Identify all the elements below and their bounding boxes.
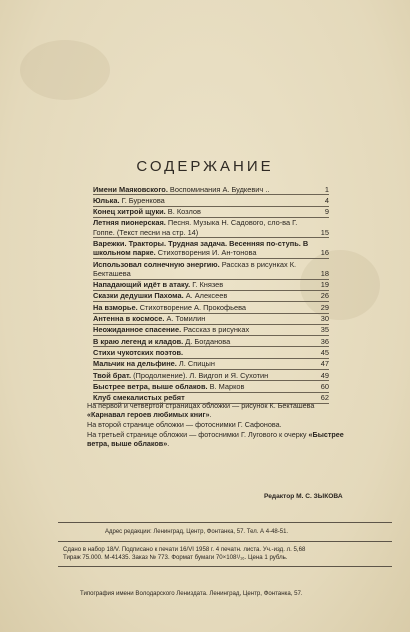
toc-entry-page: 60 (320, 381, 329, 391)
divider (58, 541, 392, 542)
toc-entry (93, 314, 329, 325)
toc-entry (93, 336, 329, 347)
toc-entry-author: Л. Спицын (176, 359, 215, 369)
toc-entry-page: 15 (320, 227, 329, 237)
toc-entry-page: 35 (320, 325, 329, 335)
imprint-line: Сдано в набор 18/V. Подписано к печати 16/VI 1958 г. 4 печатн. листа. Уч.-изд. л. 5,68 (63, 546, 306, 553)
toc-entry (93, 259, 329, 280)
cover-note-end: . (209, 409, 212, 419)
toc-entry-title (93, 382, 315, 391)
divider (58, 566, 392, 567)
toc-entry-bold: Конец хитрой щуки. (93, 207, 166, 217)
toc-entry-page: 9 (324, 207, 329, 217)
cover-note-text: На второй странице обложки — фотоснимки Г. Сафонова. (87, 419, 282, 429)
cover-note-title: «Карнавал героев любимых книг» (87, 409, 210, 419)
divider (58, 522, 392, 523)
cover-note (87, 421, 349, 430)
toc-entry-page: 47 (320, 359, 329, 369)
paper-stain (20, 40, 110, 100)
table-of-contents (93, 184, 329, 404)
page-title: СОДЕРЖАНИЕ (136, 158, 274, 175)
cover-note-title: «Быстрее ветра, выше облаков» (87, 429, 344, 448)
toc-entry-page: 16 (320, 248, 329, 258)
toc-entry (93, 184, 329, 195)
toc-entry-bold: Летняя пионерская. (93, 218, 166, 228)
toc-entry-title (93, 185, 315, 194)
editor-credit: Редактор М. С. ЗЫКОВА (264, 493, 343, 500)
cover-note-end: . (167, 438, 170, 448)
toc-entry-author: В. Козлов (165, 207, 201, 217)
toc-entry-title (93, 280, 315, 289)
toc-entry (93, 359, 329, 370)
toc-entry-page: 36 (320, 336, 329, 346)
cover-note (87, 402, 349, 419)
toc-entry-author: Воспоминания А. Будкевич .. (167, 184, 270, 194)
toc-entry-author: Г. Буренкова (119, 195, 165, 205)
toc-entry-title (93, 371, 315, 380)
print-imprint (63, 546, 393, 562)
cover-note-text: На первой и четвёртой страницах обложки — рисунок К. Бекташева (87, 401, 315, 410)
toc-entry-author: В. Марков (207, 381, 245, 391)
toc-entry (93, 280, 329, 291)
cover-note-text: На третьей странице обложки — фотоснимки Г. Лугового к очерку (87, 429, 309, 439)
toc-entry-bold: Юлька. (93, 195, 120, 205)
toc-entry-page: 45 (320, 347, 329, 357)
toc-entry-bold: Антенна в космосе. (93, 314, 165, 324)
toc-entry-page: 4 (324, 195, 329, 205)
toc-entry-title (93, 239, 315, 258)
toc-entry-title (93, 348, 315, 357)
toc-entry-page: 29 (320, 302, 329, 312)
toc-entry-bold: Стихи чукотских поэтов. (93, 347, 184, 357)
toc-entry-bold: На взморье. (93, 302, 138, 312)
toc-entry-page: 19 (320, 280, 329, 290)
toc-entry (93, 302, 329, 313)
toc-entry-bold: Варежки. Тракторы. Трудная задача. Весенняя по-ступь. В школьном парке. (93, 238, 309, 258)
toc-entry-page: 18 (320, 268, 329, 278)
toc-entry-bold: Нападающий идёт в атаку. (93, 280, 191, 290)
toc-entry-bold: Сказки дедушки Пахома. (93, 291, 184, 301)
toc-entry-title (93, 196, 315, 205)
toc-entry (93, 370, 329, 381)
toc-entry-author: Песня. Музыка Н. Садового, сло-ва Г. Гоппе. (Текст песни на стр. 14) (93, 218, 298, 237)
toc-entry-bold: Имени Маяковского. (93, 184, 168, 194)
toc-entry-bold: Твой брат. (93, 370, 132, 380)
toc-entry-bold: Мальчик на дельфине. (93, 359, 177, 369)
toc-entry (93, 195, 329, 206)
toc-entry (93, 325, 329, 336)
toc-entry-title (93, 291, 315, 300)
toc-entry-page: 62 (320, 393, 329, 403)
toc-entry-author: Г. Князев (190, 280, 224, 290)
toc-entry-author: Д. Богданова (183, 336, 231, 346)
toc-entry-author: Рассказ в рисунках К. Бекташева (93, 259, 297, 278)
toc-entry-bold: В краю легенд и кладов. (93, 336, 184, 346)
toc-entry-page: 1 (324, 184, 329, 194)
toc-entry-page: 30 (320, 314, 329, 324)
toc-entry-title (93, 314, 315, 323)
toc-entry-bold: Использовал солнечную энергию. (93, 259, 220, 269)
toc-entry-page: 26 (320, 291, 329, 301)
toc-entry (93, 207, 329, 218)
toc-entry-page: 49 (320, 370, 329, 380)
imprint-line: Тираж 75.000. М-41435. Заказ № 773. Формат бумаги 70×108¹/₁₆. Цена 1 рубль. (63, 554, 288, 561)
toc-entry (93, 381, 329, 392)
toc-entry-bold: Быстрее ветра, выше облаков. (93, 381, 208, 391)
toc-entry-author: Стихотворения И. Ан-тонова (155, 248, 257, 258)
toc-entry-title (93, 325, 315, 334)
toc-entry-title (93, 218, 315, 237)
toc-entry-author: А. Алексеев (183, 291, 228, 301)
printer-credit: Типография имени Володарского Лениздата. Ленинград, Центр, Фонтанка, 57. (80, 590, 303, 597)
cover-notes (87, 402, 349, 450)
toc-entry (93, 347, 329, 358)
toc-entry (93, 218, 329, 239)
cover-note (87, 431, 349, 448)
toc-entry-title (93, 303, 315, 312)
toc-entry (93, 238, 329, 259)
editorial-address: Адрес редакции: Ленинград, Центр, Фонтанка, 57. Тел. А 4-48-51. (105, 529, 289, 535)
toc-entry-author: А. Томилин (164, 314, 206, 324)
toc-entry-bold: Неожиданное спасение. (93, 325, 182, 335)
toc-entry-title (93, 337, 315, 346)
toc-entry (93, 291, 329, 302)
toc-entry-bold: Клуб смекалистых ребят (93, 393, 185, 403)
toc-entry-author: Рассказ в рисунках (181, 325, 250, 335)
toc-entry-author: (Продолжение). Л. Видгоп и Я. Сухотин (131, 370, 269, 380)
toc-entry-author: Стихотворение А. Прокофьева (137, 302, 247, 312)
toc-entry-title (93, 207, 315, 216)
toc-entry-title (93, 260, 315, 279)
toc-entry-title (93, 359, 315, 368)
